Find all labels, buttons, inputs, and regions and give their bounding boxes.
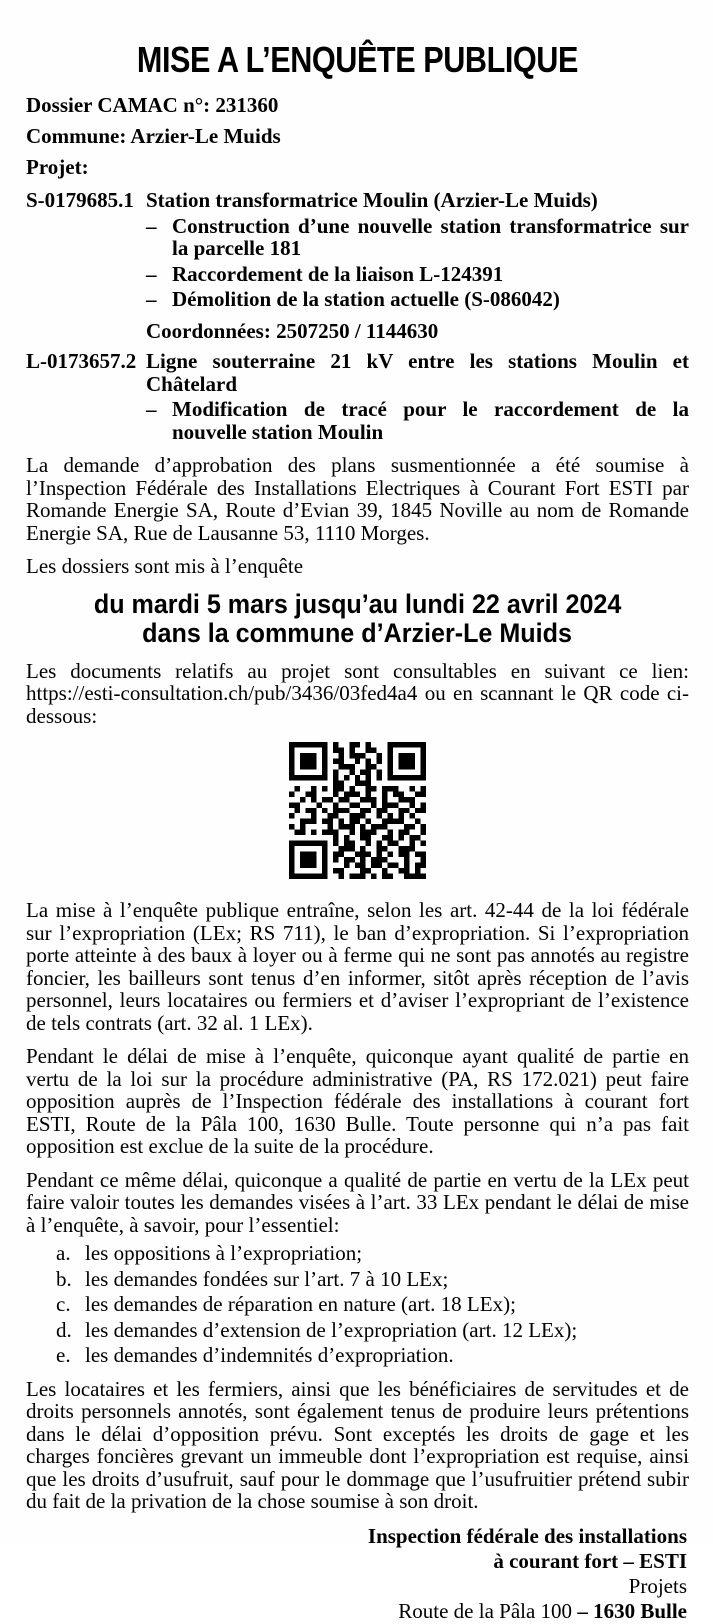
project-title: Ligne souterraine 21 kV entre les stations Moulin et Châtelard (146, 349, 689, 396)
dash-bullet-icon: – (146, 261, 157, 286)
paragraph-documents (26, 660, 689, 728)
list-marker: e. (56, 1343, 71, 1367)
paragraph-expropriation: La mise à l’enquête publique entraîne, selon les art. 42-44 de la loi fédérale sur l’expropriation (LEx; RS 711), le ban d’expropriation. Si l’expropriation porte atteinte à des baux à loyer ou à ferme qui ne sont pas annotés au registre foncier, les bailleurs sont tenus d’en informer, sitôt après réception de l’avis personnel, leurs locataires ou fermiers et d’aviser l’expropriant de l’existence de tels contrats (art. 32 al. 1 LEx). (26, 898, 689, 1035)
signature-address-street: Route de la Pâla 100 (398, 1598, 578, 1623)
date-line-2: dans la commune d’Arzier-Le Muids (142, 617, 573, 648)
project-entry-station (26, 189, 689, 311)
qr-code-container (26, 742, 689, 885)
list-text: les demandes d’extension de l’expropriation (art. 12 LEx); (85, 1317, 578, 1342)
project-details (146, 189, 689, 311)
paragraph-dossiers-intro: Les dossiers sont mis à l’enquête (26, 554, 304, 578)
signature-address (26, 1599, 687, 1624)
signature-authority-line1: Inspection fédérale des installations (367, 1523, 687, 1548)
list-text: les demandes fondées sur l’art. 7 à 10 LEx; (85, 1266, 449, 1291)
project-coordinates: Coordonnées: 2507250 / 1144630 (146, 318, 439, 343)
project-bullet (146, 398, 689, 443)
list-item (56, 1293, 689, 1316)
list-marker: c. (56, 1292, 71, 1316)
project-code: S-0179685.1 (26, 188, 134, 212)
project-bullet (146, 215, 689, 260)
projet-label: Projet: (26, 155, 89, 179)
bullet-text: Raccordement de la liaison L-124391 (172, 261, 504, 286)
paragraph-demandes-intro: Pendant ce même délai, quiconque a qualité de partie en vertu de la LEx peut faire valoir toutes les demandes visées à l’art. 33 LEx pendant le délai de mise à l’enquête, à savoir, pour l’essentiel: (26, 1167, 689, 1237)
list-text: les oppositions à l’expropriation; (85, 1241, 363, 1265)
list-text: les demandes de réparation en nature (art. 18 LEx); (85, 1292, 516, 1316)
list-item (56, 1319, 689, 1342)
consultation-url: https://esti-consultation.ch/pub/3436/03fed4a4 (26, 681, 418, 705)
commune-name: Commune: Arzier-Le Muids (26, 124, 281, 148)
paragraph-locataires: Les locataires et les fermiers, ainsi que les bénéficiaires de servitudes et de droits personnels annotés, sont également tenus de produire leurs prétentions dans le délai d’opposition prévu. Sont exceptés les droits de gage et les charges foncières grevant un immeuble dont l’expropriation est requise, ainsi que les droits d’usufruit, sauf pour le dommage que l’usufruitier prétend subir du fait de la privation de la chose soumise à son droit. (26, 1376, 689, 1513)
dossier-number: Dossier CAMAC n°: 231360 (26, 93, 279, 117)
signature-block (26, 1524, 689, 1624)
documents-text-pre: Les documents relatifs au projet sont consultables en suivant ce lien: (26, 658, 689, 683)
list-marker: d. (56, 1317, 72, 1342)
qr-code (289, 742, 426, 879)
dash-bullet-icon: – (146, 213, 157, 238)
bullet-text: Construction d’une nouvelle station transformatrice sur la parcelle 181 (172, 213, 689, 260)
project-title: Station transformatrice Moulin (Arzier-Le Muids) (146, 188, 598, 212)
date-line-1: du mardi 5 mars jusqu’au lundi 22 avril 2024 (93, 588, 622, 619)
bullet-text: Démolition de la station actuelle (S-086042) (172, 287, 560, 311)
paragraph-demande-approbation: La demande d’approbation des plans susmentionnée a été soumise à l’Inspection Fédérale des Installations Electriques à Courant Fort ESTI par Romande Energie SA, Route d’Evian 39, 1845 Noville au nom de Romande Energie SA, Rue de Lausanne 53, 1110 Morges. (26, 453, 689, 545)
documents-text-post: ou en scannant le QR code ci-dessous: (26, 681, 689, 728)
list-text: les demandes d’indemnités d’expropriation. (85, 1343, 454, 1367)
project-code: L-0173657.2 (26, 349, 137, 373)
project-bullet (146, 288, 689, 311)
list-item (56, 1268, 689, 1291)
demandes-list (56, 1242, 689, 1367)
project-details (146, 350, 689, 443)
page-title-text: MISE A L’ENQUÊTE PUBLIQUE (136, 39, 579, 80)
dash-bullet-icon: – (146, 397, 157, 421)
project-bullet (146, 263, 689, 286)
bullet-text: Modification de tracé pour le raccordement de la nouvelle station Moulin (172, 397, 689, 444)
paragraph-opposition: Pendant le délai de mise à l’enquête, quiconque ayant qualité de partie en vertu de la loi sur la procédure administrative (PA, RS 172.021) peut faire opposition auprès de l’Inspection fédérale des installations à courant fort ESTI, Route de la Pâla 100, 1630 Bulle. Toute personne qui n’a pas fait opposition est exclue de la suite de la procédure. (26, 1044, 689, 1158)
enquiry-date-heading (26, 590, 689, 648)
list-item (56, 1344, 689, 1367)
list-marker: b. (56, 1266, 72, 1291)
project-entry-ligne (26, 350, 689, 443)
signature-department: Projets (628, 1573, 687, 1598)
list-marker: a. (56, 1241, 71, 1265)
dash-bullet-icon: – (146, 287, 157, 311)
signature-address-city: – 1630 Bulle (577, 1598, 687, 1623)
signature-authority-line2: à courant fort – ESTI (493, 1548, 687, 1573)
list-item (56, 1242, 689, 1265)
page-title (26, 39, 689, 80)
